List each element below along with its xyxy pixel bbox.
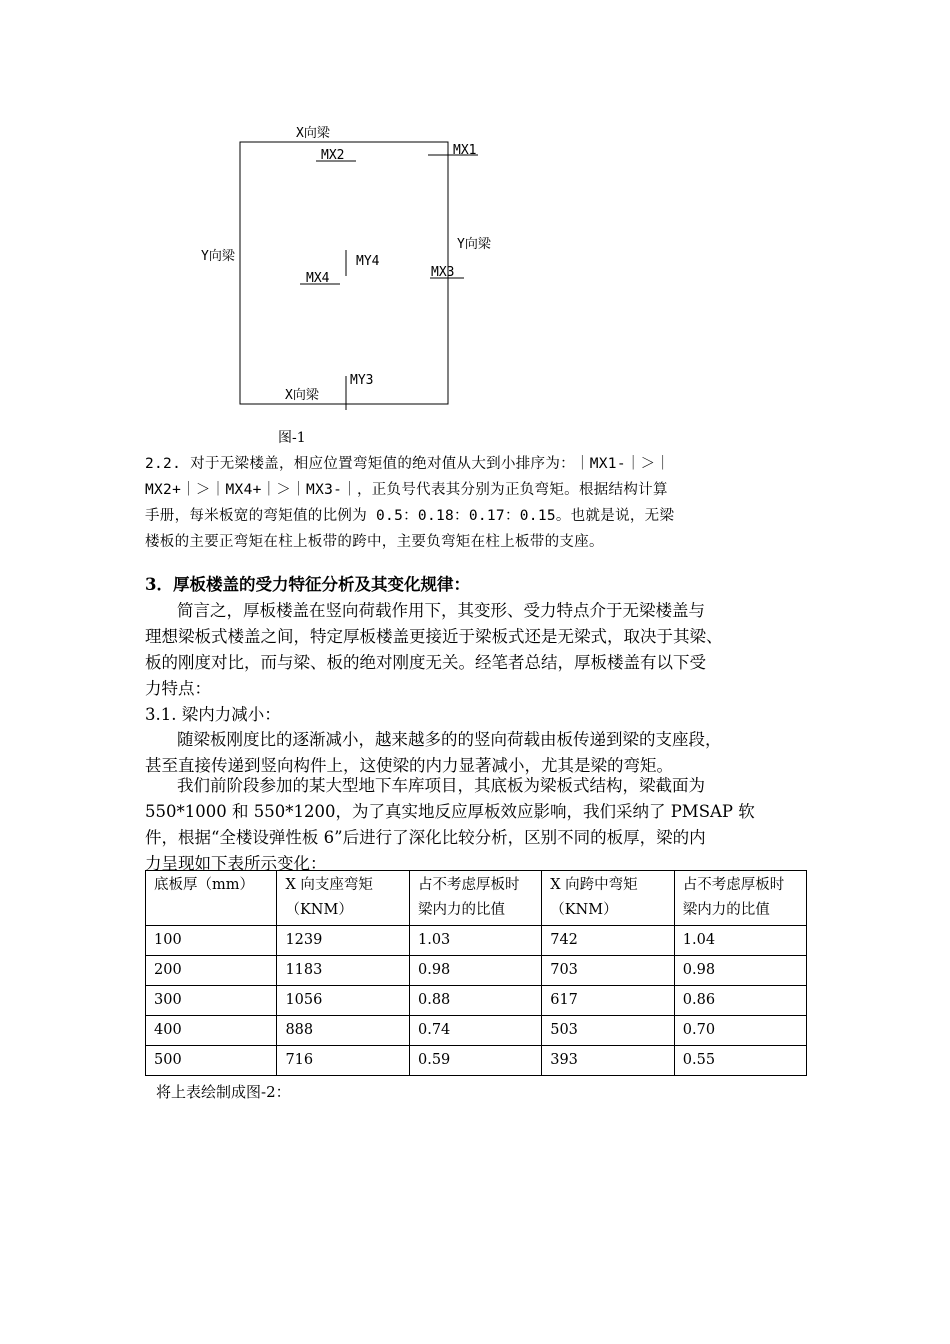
text-line: 手册，每米板宽的弯矩值的比例为 0.5：0.18：0.17：0.15。也就是说，无梁 — [145, 508, 675, 524]
text-line: 力特点： — [145, 679, 211, 698]
table-cell: 393 — [542, 1046, 675, 1076]
table-header-row — [146, 871, 807, 926]
table-cell: 0.86 — [674, 986, 806, 1016]
text-line: 理想梁板式楼盖之间，特定厚板楼盖更接近于梁板式还是无梁式，取决于其梁、 — [145, 627, 723, 646]
label-x-beam-bottom: X向梁 — [285, 388, 319, 403]
table-cell: 0.59 — [410, 1046, 542, 1076]
text-line: 我们前阶段参加的某大型地下车库项目，其底板为梁板式结构，梁截面为 — [177, 776, 705, 795]
table-cell: 0.55 — [674, 1046, 806, 1076]
table-cell: 742 — [542, 926, 675, 956]
text-line: 楼板的主要正弯矩在柱上板带的跨中，主要负弯矩在柱上板带的支座。 — [145, 534, 604, 550]
table-cell: 703 — [542, 956, 675, 986]
table-row — [146, 986, 807, 1016]
figure-1-diagram — [0, 0, 950, 460]
table-header-cell: 底板厚（mm） — [146, 871, 277, 926]
text-line: 板的刚度对比，而与梁、板的绝对刚度无关。经笔者总结，厚板楼盖有以下受 — [145, 653, 706, 672]
text-line: 甚至直接传递到竖向构件上，这使梁的内力显著减小，尤其是梁的弯矩。 — [145, 756, 673, 775]
table-cell: 716 — [277, 1046, 410, 1076]
label-y-beam-right: Y向梁 — [457, 237, 491, 252]
section-3-paragraph-2 — [145, 727, 807, 779]
label-mx4: MX4 — [306, 271, 330, 286]
figure-1-caption: 图-1 — [278, 430, 306, 446]
table-cell: 200 — [146, 956, 277, 986]
text-line: 力呈现如下表所示变化： — [145, 854, 327, 873]
table-cell: 1183 — [277, 956, 410, 986]
text-line: 随梁板刚度比的逐渐减小，越来越多的的竖向荷载由板传递到梁的支座段， — [177, 730, 722, 749]
table-cell: 0.74 — [410, 1016, 542, 1046]
slab-panel-outline — [240, 142, 448, 404]
table-cell: 1.04 — [674, 926, 806, 956]
table-cell: 100 — [146, 926, 277, 956]
text-line: 550*1000 和 550*1200，为了真实地反应厚板效应影响，我们采纳了 PMSAP 软 — [145, 802, 755, 821]
label-y-beam-left: Y向梁 — [201, 249, 235, 264]
table-cell: 400 — [146, 1016, 277, 1046]
table-cell: 0.70 — [674, 1016, 806, 1046]
label-mx2: MX2 — [321, 148, 345, 163]
section-3-heading: 3．厚板楼盖的受力特征分析及其变化规律： — [145, 575, 470, 594]
label-x-beam-top: X向梁 — [296, 126, 330, 141]
table-cell: 500 — [146, 1046, 277, 1076]
text-line: 件，根据“全楼设弹性板 6”后进行了深化比较分析，区别不同的板厚，梁的内 — [145, 828, 706, 847]
table-cell: 0.98 — [410, 956, 542, 986]
label-mx1: MX1 — [453, 143, 477, 158]
text-line: 简言之，厚板楼盖在竖向荷载作用下，其变形、受力特点介于无梁楼盖与 — [177, 601, 705, 620]
table-row — [146, 1016, 807, 1046]
table-row — [146, 1046, 807, 1076]
section-2-2-paragraph — [145, 451, 807, 555]
section-3-paragraph-1 — [145, 598, 807, 702]
table-cell: 617 — [542, 986, 675, 1016]
table-cell: 888 — [277, 1016, 410, 1046]
section-3-paragraph-3 — [145, 773, 807, 877]
table-cell: 503 — [542, 1016, 675, 1046]
label-my3: MY3 — [350, 373, 374, 388]
table-cell: 300 — [146, 986, 277, 1016]
table-header-cell: X 向支座弯矩（KNM） — [277, 871, 410, 926]
table-header-cell: 占不考虑厚板时梁内力的比值 — [410, 871, 542, 926]
table-cell: 0.88 — [410, 986, 542, 1016]
table-row — [146, 926, 807, 956]
figure-2-intro-note: 将上表绘制成图-2： — [156, 1083, 291, 1101]
table-cell: 1239 — [277, 926, 410, 956]
text-line: 2.2. 对于无梁楼盖，相应位置弯矩值的绝对值从大到小排序为：｜MX1-｜＞｜ — [145, 456, 671, 472]
label-mx3: MX3 — [431, 265, 455, 280]
beam-moment-table — [145, 870, 807, 1076]
table-cell: 0.98 — [674, 956, 806, 986]
text-line: MX2+｜＞｜MX4+｜＞｜MX3-｜，正负号代表其分别为正负弯矩。根据结构计算 — [145, 482, 668, 498]
table-cell: 1.03 — [410, 926, 542, 956]
table-row — [146, 956, 807, 986]
table-header-cell: 占不考虑厚板时梁内力的比值 — [674, 871, 806, 926]
table-cell: 1056 — [277, 986, 410, 1016]
label-my4: MY4 — [356, 254, 380, 269]
section-3-1-heading: 3.1. 梁内力减小： — [145, 705, 281, 724]
table-header-cell: X 向跨中弯矩（KNM） — [542, 871, 675, 926]
